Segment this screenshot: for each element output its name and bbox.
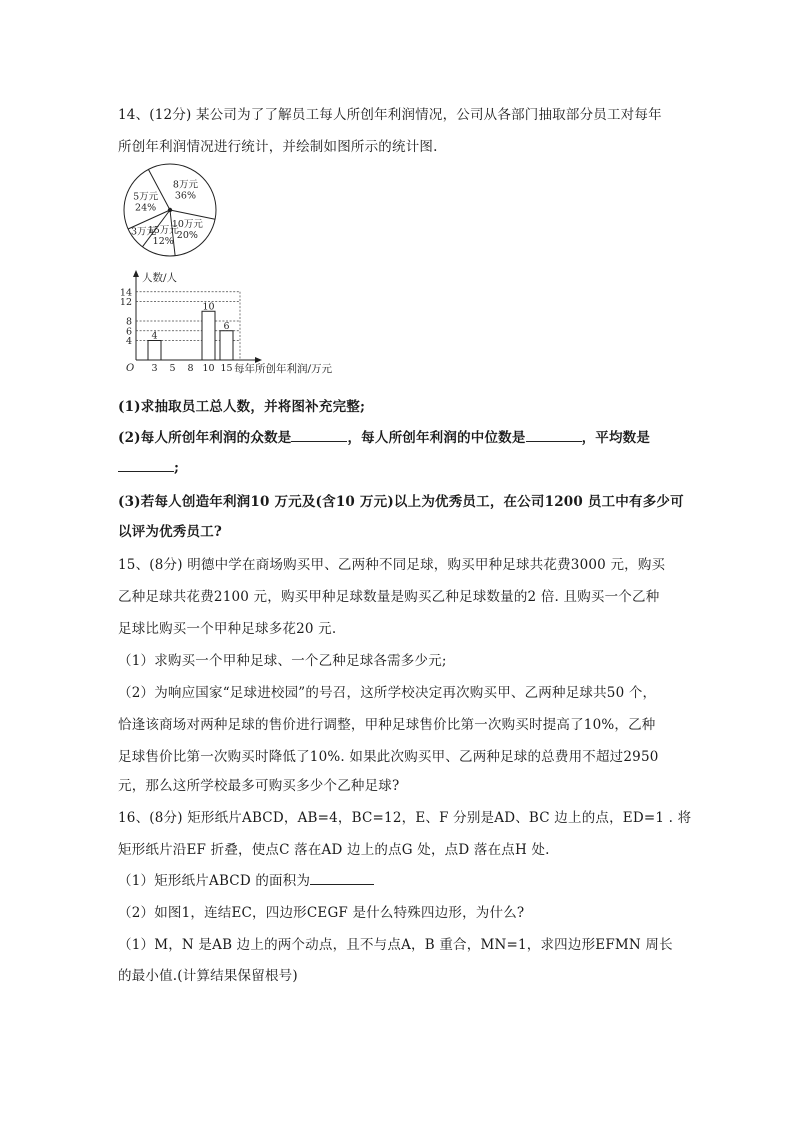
q14-part2 bbox=[118, 426, 650, 446]
q14-intro-line2: 所创年利润情况进行统计，并绘制如图所示的统计图. bbox=[118, 139, 438, 155]
pie-slice-category-label: 5万元 bbox=[133, 191, 159, 203]
q15-line2: 乙种足球共花费2100 元，购买甲种足球数量是购买乙种足球数量的2 倍. 且购买一个乙种 bbox=[118, 589, 660, 605]
pie-slice-category-label: 15万元 bbox=[147, 224, 179, 236]
y-tick-label: 8 bbox=[125, 316, 132, 328]
pie-center-dot bbox=[168, 208, 172, 212]
q14-part2-text-a: (2)每人所创年利润的众数是 bbox=[118, 430, 292, 446]
pie-chart bbox=[116, 162, 228, 260]
area-answer-blank[interactable] bbox=[310, 871, 374, 885]
x-tick-label: 10 bbox=[202, 363, 215, 374]
y-tick-label: 4 bbox=[125, 336, 132, 347]
x-tick-label: 3 bbox=[151, 363, 158, 374]
q16-line2: 矩形纸片沿EF 折叠，使点C 落在AD 边上的点G 处，点D 落在点H 处. bbox=[118, 842, 550, 858]
y-tick-label: 14 bbox=[119, 287, 132, 299]
bar bbox=[148, 341, 161, 361]
q16-sub1-text: （1）矩形纸片ABCD 的面积为 bbox=[118, 873, 311, 889]
pie-slice-percent-label: 24% bbox=[135, 202, 157, 214]
q14-part1: (1)求抽取员工总人数，并将图补充完整; bbox=[118, 399, 366, 415]
q14-part3-line1: (3)若每人创造年利润10 万元及(含10 万元)以上为优秀员工，在公司1200 员工中有多少可 bbox=[118, 494, 684, 510]
q15-sub1: （1）求购买一个甲种足球、一个乙种足球各需多少元; bbox=[118, 653, 447, 669]
pie-slice-divider bbox=[170, 210, 215, 219]
bar bbox=[220, 331, 233, 360]
q16-line1: 16、(8分) 矩形纸片ABCD，AB=4，BC=12，E、F 分别是AD、BC 边上的点，ED=1 . 将 bbox=[118, 810, 692, 826]
origin-label: O bbox=[126, 363, 135, 374]
pie-slice-percent-label: 36% bbox=[174, 190, 196, 202]
q16-sub1 bbox=[118, 869, 374, 889]
q15-sub2-line4: 元，那么这所学校最多可购买多少个乙种足球? bbox=[118, 778, 400, 794]
q15-sub2-line1: （2）为响应国家“足球进校园”的号召，这所学校决定再次购买甲、乙两种足球共50 个， bbox=[118, 685, 657, 701]
x-tick-label: 8 bbox=[187, 363, 194, 374]
bar-chart bbox=[116, 268, 346, 380]
q16-sub3-line1: （1）M，N 是AB 边上的两个动点，且不与点A，B 重合，MN=1，求四边形EFMN 周长 bbox=[118, 937, 673, 953]
bar-value-label: 10 bbox=[202, 301, 215, 313]
bar bbox=[202, 311, 215, 360]
q14-part2-text-b: ，每人所创年利润的中位数是 bbox=[347, 430, 526, 446]
y-axis-arrow bbox=[133, 270, 139, 277]
x-tick-label: 5 bbox=[169, 363, 176, 374]
pie-slice-percent-label: 20% bbox=[176, 230, 198, 242]
q15-line1: 15、(8分) 明德中学在商场购买甲、乙两种不同足球，购买甲种足球共花费3000 元，购买 bbox=[118, 557, 666, 573]
pie-slice-category-label: 8万元 bbox=[172, 179, 198, 191]
y-tick-label: 6 bbox=[125, 326, 132, 338]
q16-sub3-line2: 的最小值.(计算结果保留根号) bbox=[118, 968, 298, 984]
pie-slice-category-label: 10万元 bbox=[171, 219, 203, 231]
mean-answer-blank[interactable] bbox=[118, 458, 174, 472]
y-axis-label: 人数/人 bbox=[142, 272, 178, 284]
q14-part2-text-c: ，平均数是 bbox=[581, 430, 651, 446]
q16-sub2: （2）如图1，连结EC，四边形CEGF 是什么特殊四边形，为什么? bbox=[118, 905, 525, 921]
q15-sub2-line3: 足球售价比第一次购买时降低了10%. 如果此次购买甲、乙两种足球的总费用不超过2950 bbox=[118, 749, 659, 765]
pie-slice-category-label: 3万元 bbox=[130, 226, 156, 238]
median-answer-blank[interactable] bbox=[526, 428, 582, 442]
x-tick-label: 15 bbox=[220, 363, 233, 374]
q14-part3-line2: 以评为优秀员工? bbox=[118, 524, 223, 540]
q14-part2-cont bbox=[118, 458, 179, 476]
x-axis-label: 每年所创年利润/万元 bbox=[234, 363, 333, 375]
y-tick-label: 12 bbox=[119, 297, 132, 308]
mode-answer-blank[interactable] bbox=[291, 428, 347, 442]
q14-intro-line1: 14、(12分) 某公司为了了解员工每人所创年利润情况，公司从各部门抽取部分员工对每年 bbox=[118, 107, 662, 123]
bar-value-label: 6 bbox=[223, 320, 230, 332]
q15-line3: 足球比购买一个甲种足球多花20 元. bbox=[118, 621, 337, 637]
q14-part2-end: ; bbox=[174, 460, 180, 476]
pie-slice-percent-label: 12% bbox=[152, 235, 174, 247]
bar-value-label: 4 bbox=[151, 330, 158, 342]
q15-sub2-line2: 恰逢该商场对两种足球的售价进行调整，甲种足球售价比第一次购买时提高了10%，乙种 bbox=[118, 717, 656, 733]
